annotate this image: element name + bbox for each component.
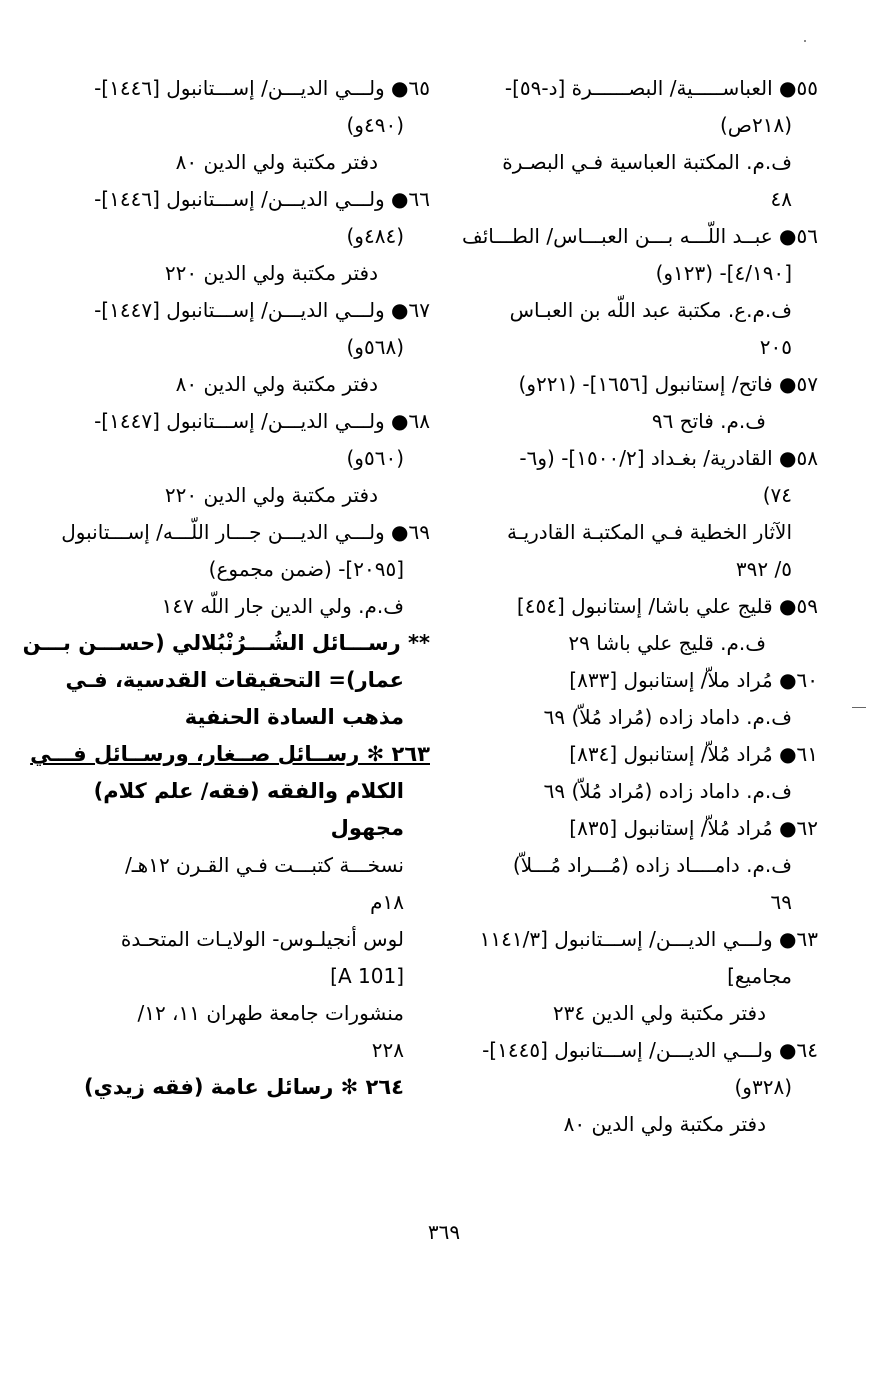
margin-mark — [852, 707, 866, 708]
text-line: الآثار الخطية فـي المكتبـة القادريـة — [506, 520, 792, 544]
text-line: (٢١٨ص) — [719, 113, 792, 137]
text-line: ف.م. داماد زاده (مُراد مُلاّ) ٦٩ — [543, 705, 792, 729]
text-line: ٢٠٥ — [759, 335, 792, 359]
text-line: ف.م.ع. مكتبة عبد اللّه بن العبـاس — [509, 298, 792, 322]
text-line: ٥٥● العباســـــية/ البصــــــرة [د-٥٩]- — [504, 76, 818, 100]
text-line: ف.م. داماد زاده (مُراد مُلاّ) ٦٩ — [543, 779, 792, 803]
text-line: ٥٦● عبــد اللّـــه بـــن العبـــاس/ الطـــائف — [461, 224, 818, 248]
text-line: ٦٢● مُراد مُلاّ/ إستانبول [٨٣٥] — [569, 816, 818, 840]
left-column — [22, 70, 430, 1106]
text-line: ٦٤● ولـــي الديـــن/ إســـتانبول [١٤٤٥]- — [482, 1038, 818, 1062]
text-line: (٣٢٨و) — [734, 1075, 792, 1099]
text-line: ٢٢٨ — [371, 1038, 404, 1062]
text-line: ** رســـائل الشُـــرُنْبُلالي (حســـن بـــن — [22, 631, 430, 655]
text-line: ٦٨● ولـــي الديـــن/ إســـتانبول [١٤٤٧]- — [94, 409, 430, 433]
text-line: الكلام والفقه (فقه/ علم كلام) — [93, 779, 404, 803]
text-line: [A 101] — [330, 964, 404, 988]
text-line: مجاميع] — [727, 964, 792, 988]
text-line: ٢٦٤ ✻ رسائل عامة (فقه زيدي) — [84, 1075, 404, 1099]
right-column — [461, 70, 818, 1143]
text-line: ٧٤) — [762, 483, 792, 507]
text-line: ٤٨ — [770, 187, 792, 211]
text-line: ف.م. ولي الدين جار اللّه ١٤٧ — [161, 594, 404, 618]
text-line: ف.م. قليج علي باشا ٢٩ — [568, 631, 766, 655]
text-line: مجهول — [330, 816, 404, 840]
text-line: منشورات جامعة طهران ١١، ١٢/ — [137, 1001, 404, 1025]
text-line: ١٨م — [370, 890, 404, 914]
text-line: (٥٦٨و) — [346, 335, 404, 359]
scan-speck — [804, 40, 806, 42]
text-line: ٦٠● مُراد ملاّ/ إستانبول [٨٣٣] — [569, 668, 818, 692]
text-line: (٤٩٠و) — [346, 113, 404, 137]
text-line: دفتر مكتبة ولي الدين ٨٠ — [563, 1112, 766, 1136]
text-line: ٦٩● ولـــي الديـــن جـــار اللّـــه/ إســـتانبول — [61, 520, 430, 544]
text-line: ٦٦● ولـــي الديـــن/ إســـتانبول [١٤٤٦]- — [94, 187, 430, 211]
text-line: ف.م. دامــــاد زاده (مُـــراد مُـــلاّ) — [512, 853, 792, 877]
text-line: ٥٩● قليج علي باشا/ إستانبول [٤٥٤] — [516, 594, 818, 618]
text-line: لوس أنجيلـوس- الولايـات المتحـدة — [120, 927, 404, 951]
text-line: ٦٣● ولـــي الديـــن/ إســـتانبول [١١٤١/٣ — [479, 927, 818, 951]
text-line: [٢٠٩٥]- (ضمن مجموع) — [208, 557, 404, 581]
text-line: مذهب السادة الحنفية — [184, 705, 404, 729]
text-line: دفتر مكتبة ولي الدين ٢٣٤ — [552, 1001, 766, 1025]
page-number: ٣٦٩ — [427, 1220, 461, 1244]
text-line: دفتر مكتبة ولي الدين ٨٠ — [175, 150, 378, 174]
text-line: ٦٧● ولـــي الديـــن/ إســـتانبول [١٤٤٧]- — [94, 298, 430, 322]
text-line: (٤٨٤و) — [346, 224, 404, 248]
text-line: ٥٧● فاتح/ إستانبول [١٦٥٦]- (٢٢١و) — [518, 372, 818, 396]
text-line: (٥٦٠و) — [346, 446, 404, 470]
text-line: دفتر مكتبة ولي الدين ٢٢٠ — [164, 261, 378, 285]
text-line: دفتر مكتبة ولي الدين ٨٠ — [175, 372, 378, 396]
text-line: ٦١● مُراد مُلاّ/ إستانبول [٨٣٤] — [569, 742, 818, 766]
text-line: عمار)= التحقيقات القدسية، فـي — [65, 668, 404, 692]
text-line: ٥٨● القادرية/ بغـداد [١٥٠٠/٢]- (و٦- — [519, 446, 818, 470]
text-line: ٥/ ٣٩٢ — [735, 557, 792, 581]
text-line: دفتر مكتبة ولي الدين ٢٢٠ — [164, 483, 378, 507]
text-line: نسخـــة كتبـــت فـي القـرن ١٢هـ/ — [125, 853, 404, 877]
text-line: ف.م. المكتبة العباسية فـي البصـرة — [502, 150, 792, 174]
text-line: ف.م. فاتح ٩٦ — [651, 409, 766, 433]
text-line: ٦٥● ولـــي الديـــن/ إســـتانبول [١٤٤٦]- — [94, 76, 430, 100]
text-line: [٤/١٩٠]- (١٢٣و) — [655, 261, 792, 285]
text-line: ٦٩ — [770, 890, 792, 914]
text-line: ٢٦٣ ✻ رســائل صــغار، ورســائل فـــي — [30, 742, 430, 766]
